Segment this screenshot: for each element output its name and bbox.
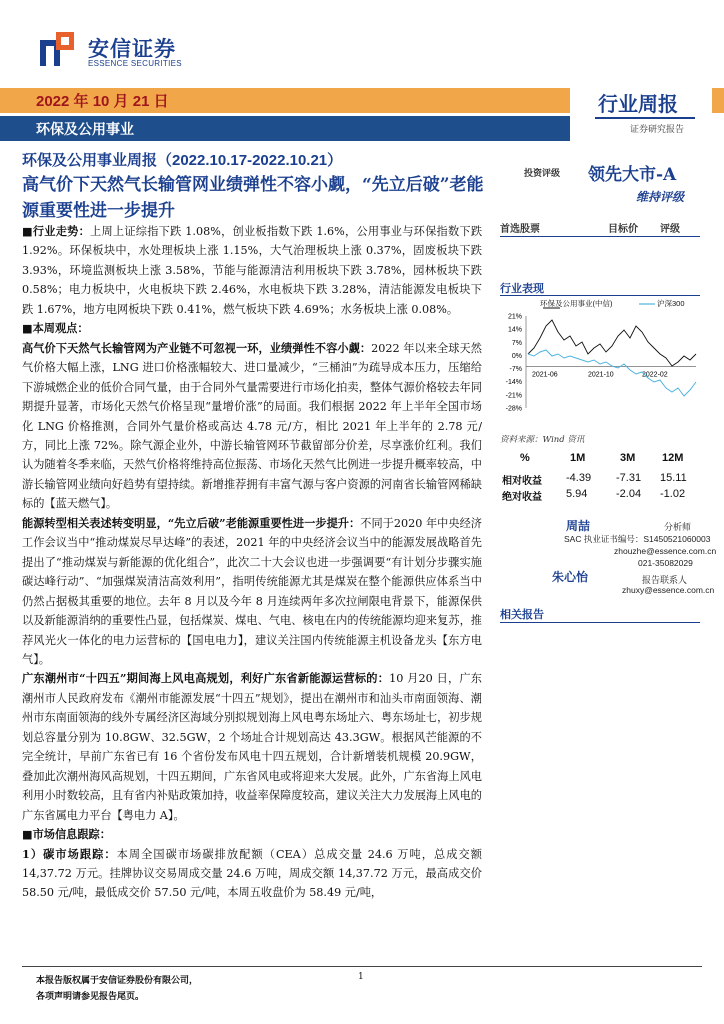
view-3-lead: 广东潮州市“十四五”期间海上风电高规划，利好广东省新能源运营标的：: [22, 671, 390, 686]
views-heading: [22, 319, 482, 338]
view-paragraph-3: [22, 669, 482, 825]
rating-status: 维持评级: [636, 190, 685, 204]
x-tick-label: 2021-06: [532, 371, 558, 379]
views-label: 本周观点：: [32, 321, 89, 336]
x-tick-label: 2021-10: [588, 371, 614, 379]
y-tick-label: 21%: [507, 313, 522, 321]
view-paragraph-1: [22, 339, 482, 514]
email-link[interactable]: zhouzhe@essence.com.cn: [614, 546, 717, 556]
table-cell: -2.04: [616, 488, 642, 500]
related-reports-title: 相关报告: [500, 608, 544, 621]
table-header-cell: 1M: [570, 452, 586, 464]
bullet-icon: ■: [22, 321, 33, 336]
y-tick-label: -21%: [505, 392, 522, 400]
main-body: [22, 222, 482, 903]
table-cell: 5.94: [566, 488, 588, 500]
market-trend-paragraph: [22, 222, 482, 319]
row-label: 相对收益: [502, 476, 542, 487]
y-tick-label: 7%: [511, 339, 522, 347]
footer-disclaimer: [36, 973, 198, 1005]
industry-perf-title: 行业表现: [500, 282, 544, 295]
analyst-1-email[interactable]: [614, 546, 716, 556]
analyst-2-name: 朱心怡: [552, 570, 589, 584]
legend-sector-label: 环保及公用事业(中信): [540, 299, 613, 308]
y-tick-label: -7%: [509, 366, 522, 374]
rating-label: 投资评级: [524, 169, 561, 179]
footer-line-2: 各项声明请参见报告尾页。: [36, 992, 145, 1002]
table-cell: -4.39: [566, 472, 592, 484]
report-title: 环保及公用事业周报（2022.10.17-2022.10.21）: [22, 152, 343, 169]
report-type: 行业周报: [598, 92, 678, 116]
stock-col-target: 目标价: [608, 224, 638, 235]
accent-bar: [712, 88, 724, 113]
stock-col-rating: 评级: [660, 224, 680, 235]
report-subtitle: 证券研究报告: [630, 125, 685, 135]
table-cell: -7.31: [616, 472, 642, 484]
view-3-text: 10 月20 日，广东潮州市人民政府发布《潮州市能源发展“十四五”规划》，提出在潮州市和汕头市南面领海、潮州市东南面领海的线外专属经济区海域分别拟规划海上风电粤东场址六、粤东场址七，初步规划总容量分别为 10.8GW、32.5GW，2 个场址合计规划高达 43.3GW。根据风芒能源的不完全统计，早前广东省已有 16 个省份发布风电十四五规划，合计新增装机规模 20.9GW，叠加此次潮州海风高规划，十四五期间，广东省风电或将迎来大发展。此外，广东省海上风电利用小时数较高，且有省内补贴政策加持，收益率保障度较高，建议关注大力发展海上风电的广东省属电力平台【粤电力 A】。: [22, 672, 482, 822]
view-1-lead: 高气价下天然气长输管网为产业链不可忽视一环，业绩弹性不容小觑：: [22, 340, 372, 355]
industry-performance-chart: [500, 296, 700, 421]
y-tick-label: -28%: [505, 405, 522, 413]
chart-source-note: 资料来源：Wind 资讯: [500, 435, 585, 445]
rating-value: 领先大市-A: [588, 165, 677, 185]
legend-hs300-label: 沪深300: [657, 299, 685, 308]
sector-name: 环保及公用事业: [36, 122, 134, 138]
market-info-label: 市场信息跟踪：: [32, 827, 111, 842]
market-info-heading: [22, 825, 482, 844]
table-cell: 15.11: [660, 472, 687, 484]
carbon-text: 本周全国碳市场碳排放配额（CEA）总成交量 24.6 万吨，总成交额 14,37.72 万元。挂牌协议交易周成交量 24.6 万吨，周成交额 14,37.72 万元，最高成交价 58.50 元/吨，最低成交价 57.50 元/吨，本周五收盘价为 58.49 元/吨，: [22, 847, 482, 900]
carbon-paragraph: [22, 845, 482, 903]
table-cell: -1.02: [660, 488, 686, 500]
analyst-1-sac: SAC 执业证书编号：S1450521060003: [564, 534, 711, 544]
report-type-rule: [595, 117, 695, 119]
market-trend-label: 行业走势：: [32, 224, 91, 238]
bullet-icon: ■: [22, 827, 33, 842]
table-header-cell: 3M: [620, 452, 636, 464]
footer-rule: [22, 966, 702, 967]
related-reports-rule: [500, 622, 700, 623]
y-axis-ticks: [506, 314, 696, 413]
y-tick-label: -14%: [505, 379, 522, 387]
view-1-text: 2022 年以来全球天然气价格大幅上涨，LNG 进口价格涨幅较大、进口量减少，“三桶油”为疏导成本压力，压缩给下游城燃企业的低价合同气量，由于合同外气量需要进行市场化拍卖，整体气源价格较去年同期提升显著，市场化天然气价格呈现“量增价涨”的局面。我们根据 2022 年上半年全国市场化 LNG 价格推测，合同外气量价格或高达 4.78 元/方，相比 2021 年上半年的 2.78 元/方，同比上涨 72%。除气源企业外，中游长输管网环节截留部分价差，尽享涨价红利。我们认为随着冬季来临，天然气价格将维持高位振荡、市场化天然气比例进一步提升概率较高，中游长输管网业绩向好趋势有望持续。新增推荐拥有丰富气源与客户资源的河南省长输管网稀缺标的【蓝天燃气】。: [22, 341, 482, 511]
view-paragraph-2: [22, 514, 482, 670]
analyst-2-email[interactable]: [622, 585, 714, 595]
y-tick-label: 0%: [511, 352, 522, 360]
x-tick-label: 2022-02: [642, 371, 668, 379]
brand-name-en: ESSENCE SECURITIES: [88, 59, 182, 68]
table-row: [500, 488, 700, 506]
page-number: 1: [358, 972, 364, 982]
series-line-sector: [528, 320, 696, 366]
y-tick-label: 14%: [507, 326, 522, 334]
bullet-icon: ■: [22, 224, 33, 238]
report-date: 2022 年 10 月 21 日: [36, 93, 169, 110]
row-label: 绝对收益: [502, 492, 542, 503]
essence-logo-icon: [40, 30, 74, 70]
analyst-1-role: 分析师: [664, 523, 692, 533]
view-2-text: 不同于2020 年中央经济工作会议当中“推动煤炭尽早达峰”的表述，2021 年的中央经济会议当中的能源发展战略首先提出了“推动煤炭与新能源的优化组合”，此次二十大会议也进一步强调要“有计划分步骤实施碳达峰行动”、“加强煤炭清洁高效利用”，指明传统能源尤其是煤炭在整个能源供应体系当中仍然占据极其重要的地位。去年 8 月以及今年 8 月连续两年多次拉闸限电背景下，能源保供以及新能源消纳的重要性凸显，包括煤炭、煤电、气电、核电在内的传统能源均迎来复苏，推荐风光火一体化的电力运营标的【国电电力】，建议关注国内传统能源主机设备龙头【东方电气】。: [22, 516, 482, 666]
market-trend-text: 上周上证综指下跌 1.08%，创业板指数下跌 1.6%，公用事业与环保指数下跌 1.92%。环保板块中，水处理板块上涨 1.15%，大气治理板块上涨 0.37%，固废板块下跌 3.93%，环境监测板块上涨 3.58%，节能与能源清洁利用板块下跌 3.78%，园林板块下跌 0.58%；电力板块中，火电板块下跌 2.46%，水电板块下跌 3.28%，清洁能源发电板块下跌 1.67%，地方电网板块下跌 0.41%，燃气板块下跌 4.69%；水务板块上涨 0.08%。: [22, 225, 483, 316]
carbon-lead: 1）碳市场跟踪：: [22, 846, 117, 861]
brand-name-cn: 安信证券: [88, 38, 176, 61]
analyst-2-role: 报告联系人: [642, 576, 688, 586]
table-header-cell: %: [520, 452, 530, 464]
view-2-lead: 能源转型相关表述转变明显，“先立后破”老能源重要性进一步提升：: [22, 515, 361, 530]
stock-header-rule: [500, 236, 700, 237]
stock-col-name: 首选股票: [500, 224, 540, 235]
analyst-1-name: 周喆: [566, 519, 591, 533]
analyst-1-phone: 021-35082029: [638, 558, 693, 568]
headline: 高气价下天然气长输管网业绩弹性不容小觑，“先立后破”老能源重要性进一步提升: [22, 175, 484, 221]
table-header-cell: 12M: [662, 452, 684, 464]
email-link[interactable]: zhuxy@essence.com.cn: [622, 585, 715, 595]
footer-line-1: 本报告版权属于安信证券股份有限公司，: [36, 976, 199, 986]
table-header-row: [500, 452, 700, 470]
